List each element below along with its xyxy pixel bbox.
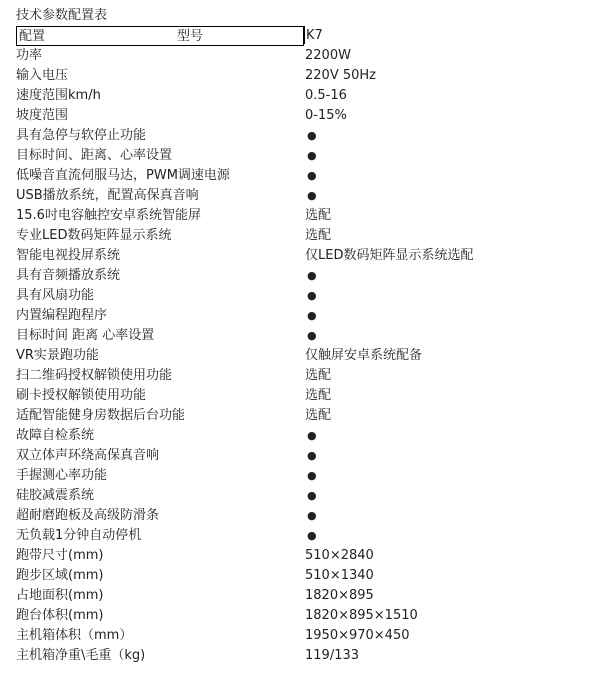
spec-label: 具有音频播放系统 [16, 268, 121, 283]
feature-included-bullet: ● [307, 149, 317, 162]
table-row [16, 526, 606, 546]
spec-value: 510×1340 [305, 568, 374, 583]
spec-value: 1820×895 [305, 588, 374, 603]
table-row [16, 226, 606, 246]
table-row [16, 446, 606, 466]
spec-label: 双立体声环绕高保真音响 [16, 448, 160, 463]
spec-label: 速度范围km/h [16, 88, 101, 103]
spec-label: 专业LED数码矩阵显示系统 [16, 228, 172, 243]
table-row [16, 346, 606, 366]
feature-included-bullet: ● [307, 309, 317, 322]
table-row [16, 506, 606, 526]
feature-included-bullet: ● [307, 269, 317, 282]
feature-included-bullet: ● [307, 469, 317, 482]
spec-label: USB播放系统，配置高保真音响 [16, 188, 199, 203]
spec-label: 手握测心率功能 [16, 468, 108, 483]
spec-value: 220V 50Hz [305, 68, 376, 83]
spec-value: 选配 [305, 408, 332, 423]
table-row [16, 126, 606, 146]
spec-value: 选配 [305, 228, 332, 243]
spec-label: 功率 [16, 48, 43, 63]
table-row [16, 566, 606, 586]
table-header [16, 26, 606, 46]
spec-label: 主机箱体积（mm） [16, 628, 133, 643]
table-row [16, 146, 606, 166]
table-row [16, 386, 606, 406]
table-row [16, 366, 606, 386]
spec-label: 具有急停与软停止功能 [16, 128, 147, 143]
spec-value: 0.5-16 [305, 88, 347, 103]
header-label-cell [16, 26, 304, 46]
feature-included-bullet: ● [307, 169, 317, 182]
header-model-label: 型号 [177, 29, 204, 44]
feature-included-bullet: ● [307, 289, 317, 302]
spec-value: 仅触屏安卓系统配备 [305, 348, 423, 363]
spec-label: 主机箱净重\毛重（kg) [16, 648, 146, 663]
table-row [16, 286, 606, 306]
spec-value: 1820×895×1510 [305, 608, 418, 623]
table-row [16, 326, 606, 346]
spec-label: 扫二维码授权解锁使用功能 [16, 368, 173, 383]
table-row [16, 206, 606, 226]
spec-label: 输入电压 [16, 68, 69, 83]
spec-label: 适配智能健身房数据后台功能 [16, 408, 186, 423]
table-row [16, 166, 606, 186]
spec-label: VR实景跑功能 [16, 348, 99, 363]
header-model-value: K7 [306, 28, 323, 43]
spec-label: 占地面积(mm) [16, 588, 104, 603]
feature-included-bullet: ● [307, 529, 317, 542]
table-row [16, 186, 606, 206]
spec-label: 目标时间、距离、心率设置 [16, 148, 173, 163]
spec-label: 智能电视投屏系统 [16, 248, 121, 263]
table-row [16, 546, 606, 566]
spec-label: 跑步区域(mm) [16, 568, 104, 583]
spec-label: 超耐磨跑板及高级防滑条 [16, 508, 160, 523]
spec-label: 低噪音直流伺服马达，PWM调速电源 [16, 168, 230, 183]
table-row [16, 106, 606, 126]
table-row [16, 426, 606, 446]
table-row [16, 606, 606, 626]
spec-value: 0-15% [305, 108, 347, 123]
table-row [16, 486, 606, 506]
spec-label: 无负载1分钟自动停机 [16, 528, 142, 543]
spec-value: 仅LED数码矩阵显示系统选配 [305, 248, 474, 263]
page-title: 技术参数配置表 [16, 8, 108, 23]
spec-value: 选配 [305, 388, 332, 403]
spec-value: 选配 [305, 208, 332, 223]
table-row [16, 406, 606, 426]
spec-label: 15.6吋电容触控安卓系统智能屏 [16, 208, 201, 223]
spec-label: 跑带尺寸(mm) [16, 548, 104, 563]
table-row [16, 86, 606, 106]
table-row [16, 46, 606, 66]
table-row [16, 646, 606, 666]
feature-included-bullet: ● [307, 489, 317, 502]
spec-value: 2200W [305, 48, 351, 63]
spec-value: 1950×970×450 [305, 628, 410, 643]
feature-included-bullet: ● [307, 329, 317, 342]
spec-value: 510×2840 [305, 548, 374, 563]
spec-label: 具有风扇功能 [16, 288, 95, 303]
feature-included-bullet: ● [307, 449, 317, 462]
spec-value: 选配 [305, 368, 332, 383]
feature-included-bullet: ● [307, 129, 317, 142]
table-row [16, 246, 606, 266]
spec-label: 坡度范围 [16, 108, 69, 123]
spec-label: 内置编程跑程序 [16, 308, 108, 323]
spec-sheet [16, 6, 606, 666]
spec-label: 刷卡授权解锁使用功能 [16, 388, 147, 403]
spec-label: 目标时间 距离 心率设置 [16, 328, 155, 343]
spec-label: 故障自检系统 [16, 428, 95, 443]
feature-included-bullet: ● [307, 509, 317, 522]
table-row [16, 66, 606, 86]
spec-label: 跑台体积(mm) [16, 608, 104, 623]
spec-label: 硅胶减震系统 [16, 488, 95, 503]
spec-value: 119/133 [305, 648, 360, 663]
table-row [16, 266, 606, 286]
header-config-label: 配置 [19, 29, 46, 44]
table-row [16, 306, 606, 326]
table-row [16, 586, 606, 606]
feature-included-bullet: ● [307, 429, 317, 442]
spec-table-body [16, 46, 606, 666]
feature-included-bullet: ● [307, 189, 317, 202]
table-row [16, 466, 606, 486]
table-row [16, 626, 606, 646]
